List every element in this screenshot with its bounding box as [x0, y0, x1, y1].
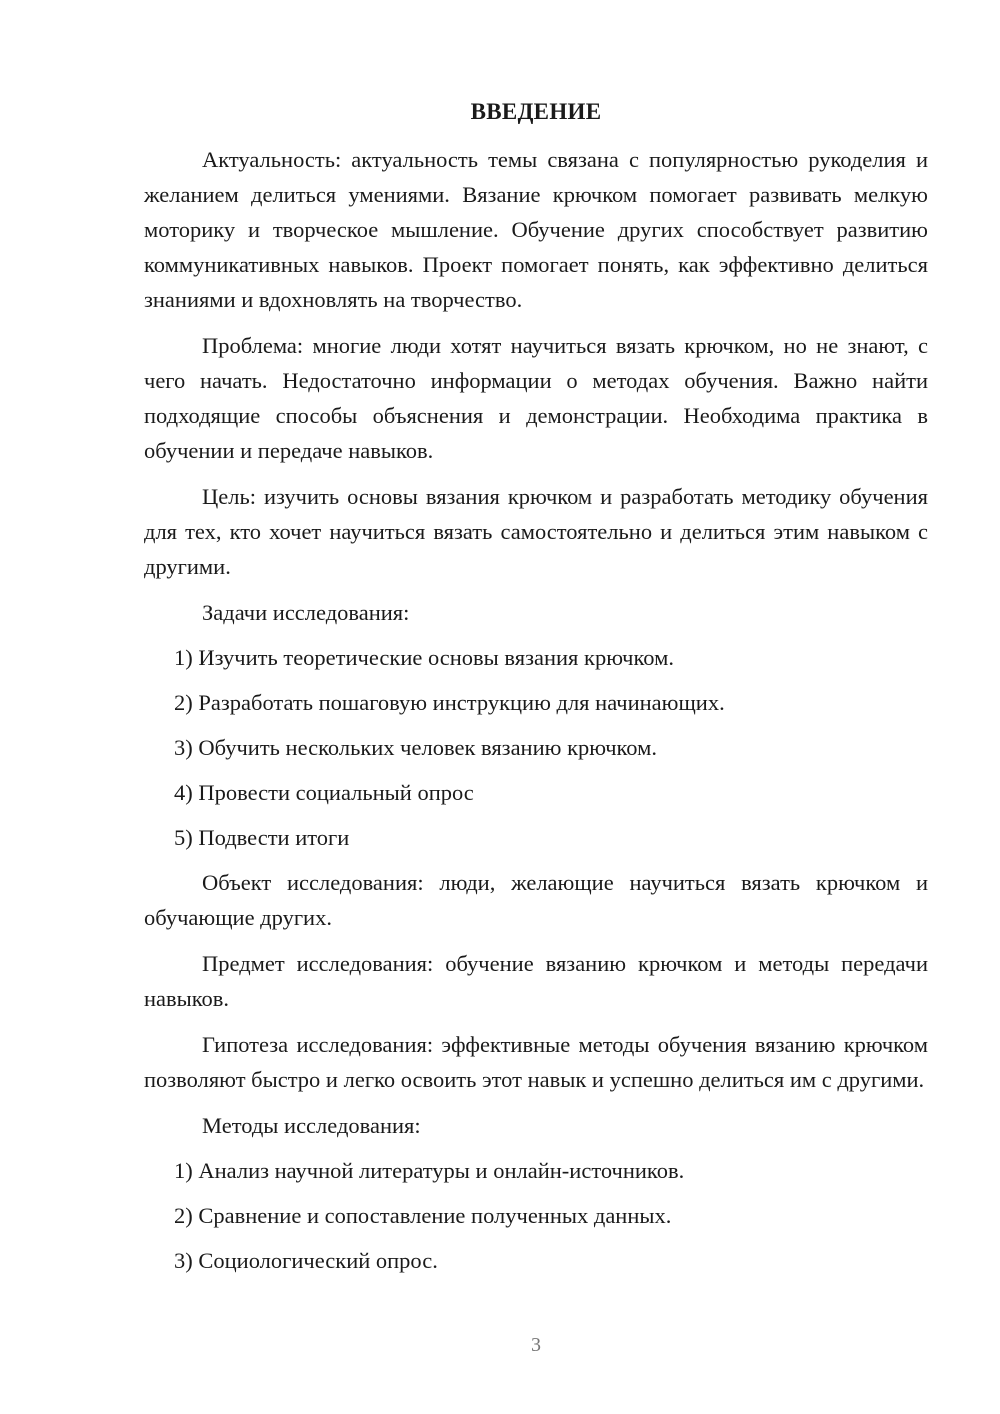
- problem-paragraph: Проблема: многие люди хотят научиться вязать крючком, но не знают, с чего начать. Недостаточно информации о методах обучения. Важно найти подходящие способы объяснения и демонстрации. Необходима практика в обучении и передаче навыков.: [144, 333, 928, 463]
- task-item-4: 4) Провести социальный опрос: [174, 780, 474, 805]
- task-item-3: 3) Обучить нескольких человек вязанию крючком.: [174, 735, 657, 760]
- hypothesis-paragraph: Гипотеза исследования: эффективные методы обучения вязанию крючком позволяют быстро и легко освоить этот навык и успешно делиться им с другими.: [144, 1032, 928, 1092]
- method-item-3: 3) Социологический опрос.: [174, 1248, 438, 1273]
- goal-paragraph: Цель: изучить основы вязания крючком и разработать методику обучения для тех, кто хочет научиться вязать самостоятельно и делиться этим навыком с другими.: [144, 484, 928, 579]
- page-title: ВВЕДЕНИЕ: [470, 99, 602, 124]
- document-body: [144, 142, 928, 1288]
- method-item-1: 1) Анализ научной литературы и онлайн-источников.: [174, 1158, 685, 1183]
- page-number: 3: [531, 1334, 541, 1356]
- object-paragraph: Объект исследования: люди, желающие научиться вязать крючком и обучающие других.: [144, 870, 928, 930]
- tasks-label: Задачи исследования:: [202, 600, 410, 625]
- task-item-1: 1) Изучить теоретические основы вязания крючком.: [174, 645, 674, 670]
- subject-paragraph: Предмет исследования: обучение вязанию крючком и методы передачи навыков.: [144, 951, 928, 1011]
- task-item-5: 5) Подвести итоги: [174, 825, 350, 850]
- relevance-paragraph: Актуальность: актуальность темы связана с популярностью рукоделия и желанием делиться умениями. Вязание крючком помогает развивать мелкую моторику и творческое мышление. Обучение других способствует развитию коммуникативных навыков. Проект помогает понять, как эффективно делиться знаниями и вдохновлять на творчество.: [144, 147, 928, 312]
- task-item-2: 2) Разработать пошаговую инструкцию для начинающих.: [174, 690, 725, 715]
- method-item-2: 2) Сравнение и сопоставление полученных данных.: [174, 1203, 672, 1228]
- methods-label: Методы исследования:: [202, 1113, 421, 1138]
